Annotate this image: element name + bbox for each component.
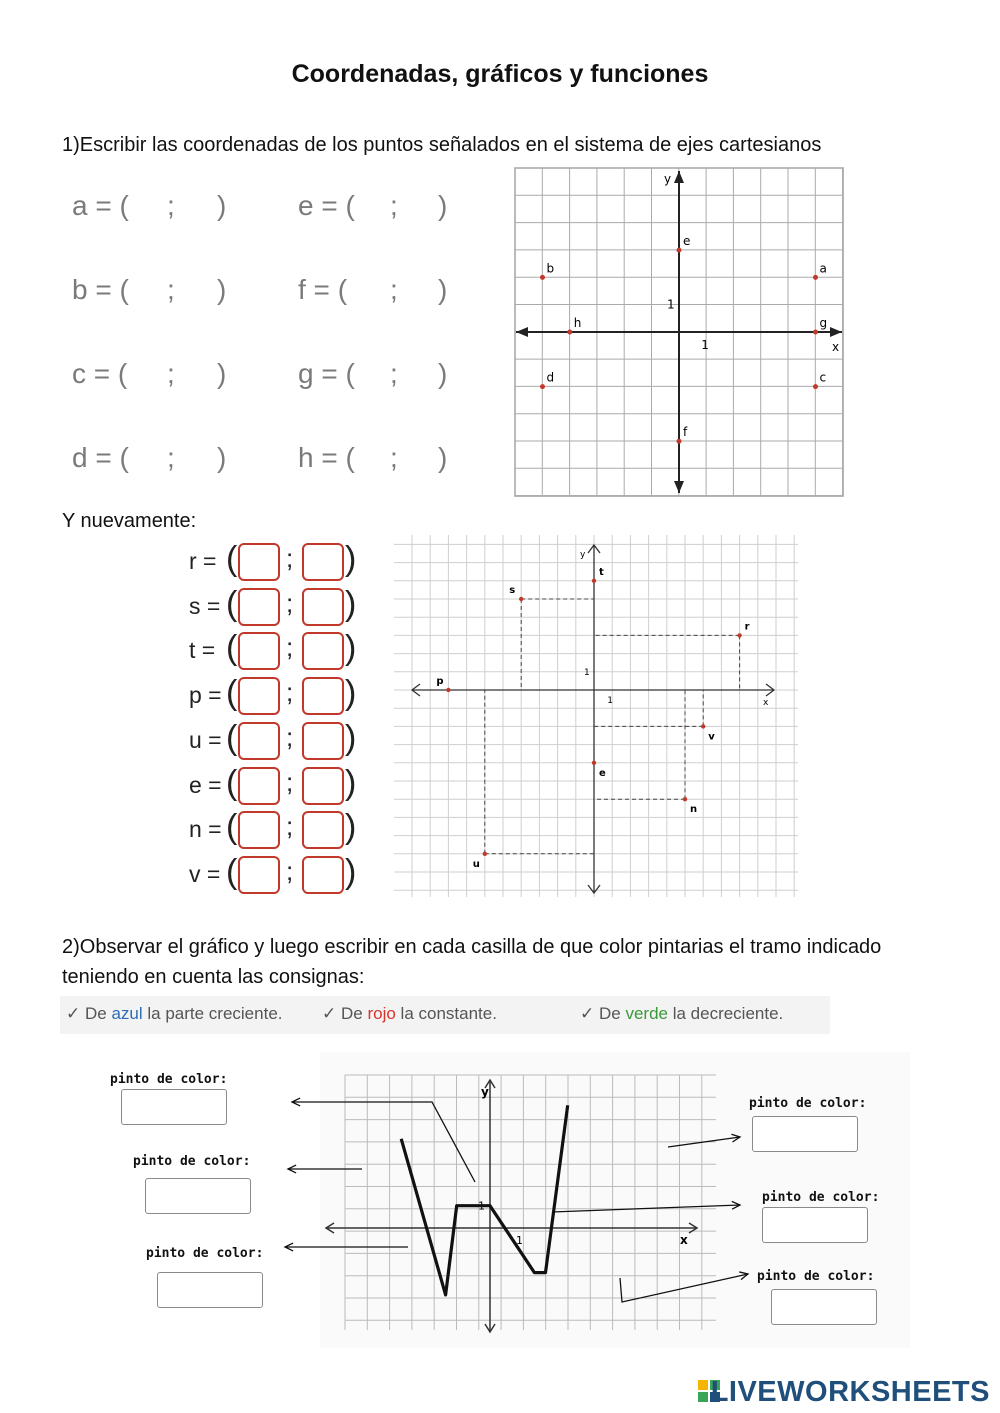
- close-paren: ): [345, 808, 357, 847]
- point-d: [540, 384, 545, 389]
- y-unit-label: 1: [478, 1199, 485, 1213]
- point-label-a: a: [819, 261, 827, 276]
- x-unit-label: 1: [701, 338, 709, 352]
- point-label-d: d: [546, 370, 555, 385]
- open-paren: (: [226, 674, 238, 713]
- coord-row-d: d = ( ; ): [72, 442, 227, 473]
- row-label-u: u =: [189, 726, 222, 753]
- x-axis-label: x: [680, 1233, 688, 1247]
- point-label-f: f: [683, 425, 688, 440]
- y-axis-label: y: [580, 550, 586, 560]
- point-c: [813, 384, 818, 389]
- legend-item-decreasing: ✓ De verde la decreciente.: [580, 1004, 784, 1023]
- point-f: [677, 439, 682, 444]
- y-unit-label: 1: [667, 297, 675, 312]
- point-label-h: h: [573, 316, 582, 330]
- close-paren: ): [345, 763, 357, 802]
- answer-y-s[interactable]: [302, 588, 344, 626]
- liveworksheets-logo[interactable]: LIVEWORKSHEETS: [710, 1376, 990, 1408]
- y-axis-label: y: [481, 1085, 489, 1099]
- point-t: [592, 579, 596, 583]
- color-legend: [60, 996, 830, 1034]
- cartesian-plot-2: [394, 535, 798, 897]
- check-icon: ✓: [66, 1004, 81, 1023]
- legend-item-constant: ✓ De rojo la constante.: [322, 1004, 497, 1023]
- point-e: [677, 248, 682, 253]
- box-label-1: pinto de color:: [110, 1072, 228, 1087]
- answer-y-n[interactable]: [302, 811, 344, 849]
- box-label-4: pinto de color:: [749, 1096, 867, 1111]
- answer-y-r[interactable]: [302, 543, 344, 581]
- x-unit-label: 1: [515, 1234, 523, 1247]
- answer-y-p[interactable]: [302, 677, 344, 715]
- color-answer-box-5[interactable]: [762, 1207, 868, 1243]
- coord-row-h: h = ( ; ): [298, 442, 448, 473]
- answer-x-r[interactable]: [238, 543, 280, 581]
- close-paren: ): [345, 584, 357, 623]
- point-label-g: g: [819, 316, 828, 330]
- box-label-3: pinto de color:: [146, 1246, 264, 1261]
- check-icon: ✓: [322, 1004, 337, 1023]
- open-paren: (: [226, 584, 238, 623]
- point-u: [483, 852, 487, 856]
- open-paren: (: [226, 718, 238, 757]
- row-label-t: t =: [189, 637, 216, 664]
- separator: ;: [286, 766, 294, 797]
- answer-x-e[interactable]: [238, 767, 280, 805]
- answer-y-v[interactable]: [302, 856, 344, 894]
- point-v: [701, 724, 705, 728]
- page-title: Coordenadas, gráficos y funciones: [291, 60, 709, 88]
- row-label-v: v =: [189, 860, 221, 887]
- point-label-p: p: [436, 676, 444, 687]
- close-paren: ): [345, 629, 357, 668]
- answer-x-u[interactable]: [238, 722, 280, 760]
- point-a: [813, 275, 818, 280]
- open-paren: (: [226, 629, 238, 668]
- open-paren: (: [226, 763, 238, 802]
- answer-x-p[interactable]: [238, 677, 280, 715]
- row-label-e: e =: [189, 771, 222, 798]
- separator: ;: [286, 543, 294, 573]
- coord-row-g: g = ( ; ): [298, 358, 448, 389]
- point-label-v: v: [708, 731, 715, 743]
- point-label-r: r: [744, 621, 750, 633]
- x-axis-label: x: [832, 340, 840, 354]
- point-label-e: e: [683, 234, 691, 249]
- row-label-p: p =: [189, 682, 222, 709]
- point-n: [683, 797, 687, 801]
- coord-row-c: c = ( ; ): [72, 358, 227, 389]
- point-s: [519, 597, 523, 601]
- point-h: [567, 330, 572, 335]
- close-paren: ): [345, 540, 357, 578]
- exercise1-instruction: 1)Escribir las coordenadas de los puntos señalados en el sistema de ejes cartesianos: [62, 134, 822, 156]
- exercise2-instruction-line2: teniendo en cuenta las consignas:: [62, 966, 365, 988]
- close-paren: ): [345, 852, 357, 891]
- box-label-6: pinto de color:: [757, 1269, 875, 1284]
- color-answer-box-1[interactable]: [121, 1089, 227, 1125]
- answer-y-e[interactable]: [302, 767, 344, 805]
- answer-y-t[interactable]: [302, 632, 344, 670]
- coord-row-e: e = ( ; ): [298, 190, 448, 221]
- separator: ;: [286, 811, 294, 842]
- point-label-s: s: [509, 585, 516, 596]
- y-unit-label: 1: [584, 667, 590, 678]
- point-label-u: u: [472, 858, 480, 870]
- y-axis-label: y: [664, 172, 672, 186]
- check-icon: ✓: [580, 1004, 595, 1023]
- coord-row-b: b = ( ; ): [72, 274, 227, 305]
- legend-item-increasing: ✓ De azul la parte creciente.: [66, 1004, 283, 1023]
- point-p: [446, 688, 450, 692]
- answer-x-v[interactable]: [238, 856, 280, 894]
- point-label-c: c: [819, 370, 827, 385]
- row-label-n: n =: [189, 816, 222, 843]
- coord-row-f: f = ( ; ): [298, 274, 448, 305]
- close-paren: ): [345, 718, 357, 757]
- cartesian-plot-1: [514, 167, 844, 497]
- close-paren: ): [345, 674, 357, 713]
- answer-x-n[interactable]: [238, 811, 280, 849]
- color-answer-box-2[interactable]: [145, 1178, 251, 1214]
- point-label-t: t: [599, 566, 604, 578]
- answer-x-t[interactable]: [238, 632, 280, 670]
- exercise2-instruction-line1: 2)Observar el gráfico y luego escribir en cada casilla de que color pintarias el tramo indicado: [62, 936, 882, 958]
- point-r: [737, 633, 741, 637]
- color-answer-box-3[interactable]: [157, 1272, 263, 1308]
- row-label-r: r =: [189, 548, 217, 574]
- point-b: [540, 275, 545, 280]
- separator: ;: [286, 855, 294, 886]
- separator: ;: [286, 587, 294, 618]
- coord-row-a: a = ( ; ): [72, 190, 227, 221]
- color-answer-box-4[interactable]: [752, 1116, 858, 1152]
- point-label-n: n: [690, 804, 698, 816]
- box-label-2: pinto de color:: [133, 1154, 251, 1169]
- point-g: [813, 330, 818, 335]
- box-label-5: pinto de color:: [762, 1190, 880, 1205]
- color-answer-box-6[interactable]: [771, 1289, 877, 1325]
- separator: ;: [286, 677, 294, 708]
- x-axis-label: x: [763, 698, 769, 708]
- row-label-s: s =: [189, 592, 221, 619]
- open-paren: (: [226, 540, 238, 578]
- answer-x-s[interactable]: [238, 588, 280, 626]
- separator: ;: [286, 721, 294, 752]
- separator: ;: [286, 632, 294, 663]
- point-label-b: b: [546, 261, 555, 276]
- x-unit-label: 1: [607, 696, 613, 706]
- exercise1b-heading: Y nuevamente:: [62, 510, 197, 532]
- point-e: [592, 761, 596, 765]
- point-label-e: e: [599, 767, 606, 779]
- answer-y-u[interactable]: [302, 722, 344, 760]
- open-paren: (: [226, 852, 238, 891]
- open-paren: (: [226, 808, 238, 847]
